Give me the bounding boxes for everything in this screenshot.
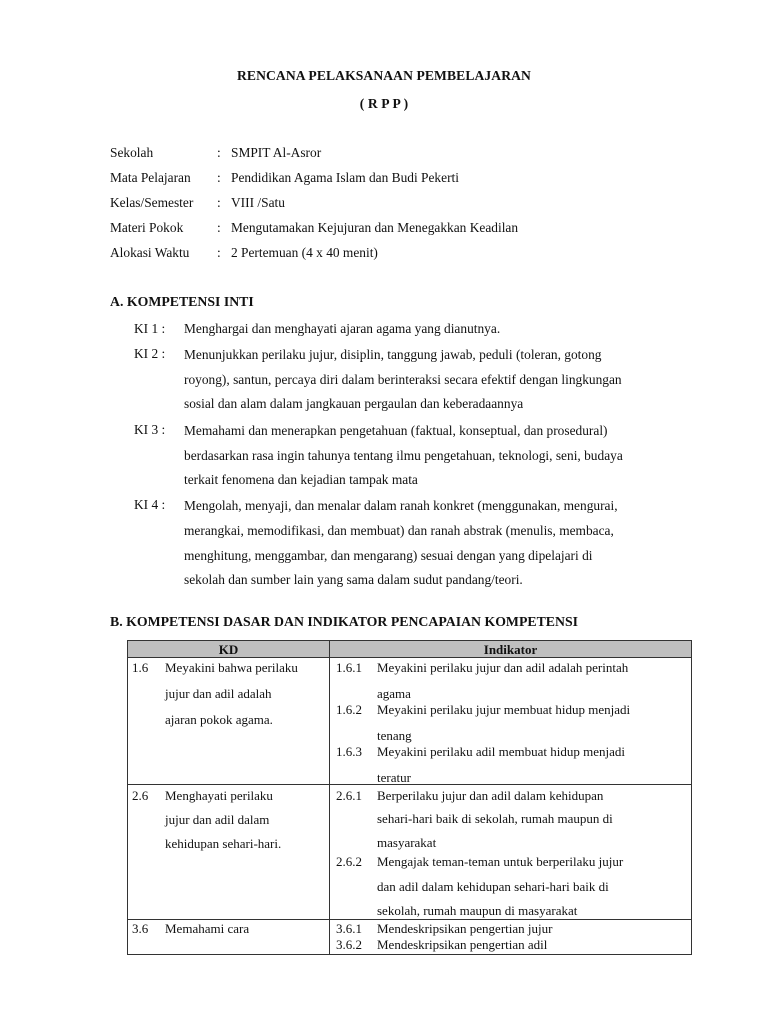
indicator-text-line: agama — [377, 686, 411, 701]
identity-value-time: 2 Pertemuan (4 x 40 menit) — [231, 245, 378, 260]
identity-colon: : — [217, 220, 221, 235]
kd-text-line: Memahami cara — [165, 921, 250, 936]
section-b-heading: B. KOMPETENSI DASAR DAN INDIKATOR PENCAPAIAN KOMPETENSI — [110, 614, 578, 629]
indicator-text-line: sekolah, rumah maupun di masyarakat — [377, 903, 578, 918]
identity-colon: : — [217, 245, 221, 260]
ki-4-line-1: Mengolah, menyaji, dan menalar dalam ranah konkret (menggunakan, mengurai, — [184, 498, 618, 513]
table-header-kd: KD — [128, 641, 330, 658]
kd-text-line: jujur dan adil adalah — [165, 686, 272, 701]
indicator-number: 2.6.2 — [336, 854, 362, 869]
kd-cell — [128, 920, 330, 955]
indicator-text-line: Meyakini perilaku jujur dan adil adalah perintah — [377, 660, 629, 675]
ki-3-line-3: terkait fenomena dan kejadian tampak mata — [184, 472, 418, 487]
indicator-number: 1.6.2 — [336, 702, 362, 717]
indicator-number: 3.6.2 — [336, 937, 362, 952]
ki-1-line-1: Menghargai dan menghayati ajaran agama yang dianutnya. — [184, 321, 501, 336]
indicator-text-line: Mengajak teman-teman untuk berperilaku jujur — [377, 854, 624, 869]
identity-colon: : — [217, 170, 221, 185]
section-a-heading: A. KOMPETENSI INTI — [110, 294, 254, 309]
indicator-cell — [330, 920, 692, 955]
kd-text-line: ajaran pokok agama. — [165, 712, 273, 727]
identity-value-class: VIII /Satu — [231, 195, 285, 210]
table-row — [128, 658, 692, 785]
identity-value-school: SMPIT Al-Asror — [231, 145, 322, 160]
kd-number: 1.6 — [132, 660, 149, 675]
identity-label-school: Sekolah — [110, 145, 154, 160]
ki-4-line-2: merangkai, memodifikasi, dan membuat) dan ranah abstrak (menulis, membaca, — [184, 523, 614, 538]
kd-text-line: Meyakini bahwa perilaku — [165, 660, 298, 675]
indicator-text-line: Meyakini perilaku adil membuat hidup menjadi — [377, 744, 626, 759]
ki-4-line-3: menghitung, menggambar, dan mengarang) sesuai dengan yang dipelajari di — [184, 548, 593, 563]
identity-label-subject: Mata Pelajaran — [110, 170, 191, 185]
kd-text-line: jujur dan adil dalam — [165, 812, 270, 827]
kd-text-line: Menghayati perilaku — [165, 788, 273, 803]
ki-4-label: KI 4 : — [134, 497, 166, 512]
kd-text-line: kehidupan sehari-hari. — [165, 836, 282, 851]
table-row — [128, 920, 692, 955]
ki-1-label: KI 1 : — [134, 321, 166, 336]
indicator-text-line: Berperilaku jujur dan adil dalam kehidupan — [377, 788, 604, 803]
indicator-text-line: dan adil dalam kehidupan sehari-hari baik di — [377, 879, 609, 894]
table-header-indikator: Indikator — [330, 641, 692, 658]
ki-2-line-2: royong), santun, percaya diri dalam berinteraksi secara efektif dengan lingkungan — [184, 372, 622, 387]
ki-4-line-4: sekolah dan sumber lain yang sama dalam sudut pandang/teori. — [184, 572, 523, 587]
indicator-number: 2.6.1 — [336, 788, 362, 803]
indicator-text-line: Mendeskripsikan pengertian adil — [377, 937, 548, 952]
indicator-text-line: sehari-hari baik di sekolah, rumah maupun di — [377, 811, 613, 826]
indicator-text-line: Meyakini perilaku jujur membuat hidup menjadi — [377, 702, 631, 717]
document-subtitle: ( R P P ) — [359, 96, 409, 111]
ki-2-line-3: sosial dan alam dalam jangkauan pergaulan dan keberadaannya — [184, 396, 524, 411]
kd-cell — [128, 658, 330, 785]
identity-label-class: Kelas/Semester — [110, 195, 194, 210]
indicator-cell — [330, 658, 692, 785]
identity-label-time: Alokasi Waktu — [110, 245, 190, 260]
kd-indicator-table — [127, 640, 692, 955]
indicator-number: 3.6.1 — [336, 921, 362, 936]
indicator-text-line: Mendeskripsikan pengertian jujur — [377, 921, 553, 936]
document-title: RENCANA PELAKSANAAN PEMBELAJARAN — [237, 68, 531, 83]
indicator-number: 1.6.3 — [336, 744, 362, 759]
identity-value-subject: Pendidikan Agama Islam dan Budi Pekerti — [231, 170, 459, 185]
identity-label-topic: Materi Pokok — [110, 220, 184, 235]
indicator-text-line: masyarakat — [377, 835, 437, 850]
identity-value-topic: Mengutamakan Kejujuran dan Menegakkan Keadilan — [231, 220, 519, 235]
ki-3-line-2: berdasarkan rasa ingin tahunya tentang ilmu pengetahuan, teknologi, seni, budaya — [184, 448, 623, 463]
ki-3-line-1: Memahami dan menerapkan pengetahuan (faktual, konseptual, dan prosedural) — [184, 423, 608, 438]
indicator-number: 1.6.1 — [336, 660, 362, 675]
indicator-text-line: tenang — [377, 728, 412, 743]
kd-number: 3.6 — [132, 921, 149, 936]
ki-3-label: KI 3 : — [134, 422, 166, 437]
indicator-cell — [330, 785, 692, 920]
identity-colon: : — [217, 195, 221, 210]
table-header-row — [128, 641, 692, 658]
ki-2-line-1: Menunjukkan perilaku jujur, disiplin, tanggung jawab, peduli (toleran, gotong — [184, 347, 602, 362]
indicator-text-line: teratur — [377, 770, 411, 785]
identity-colon: : — [217, 145, 221, 160]
ki-2-label: KI 2 : — [134, 346, 166, 361]
kd-number: 2.6 — [132, 788, 149, 803]
table-row — [128, 785, 692, 920]
kd-cell — [128, 785, 330, 920]
